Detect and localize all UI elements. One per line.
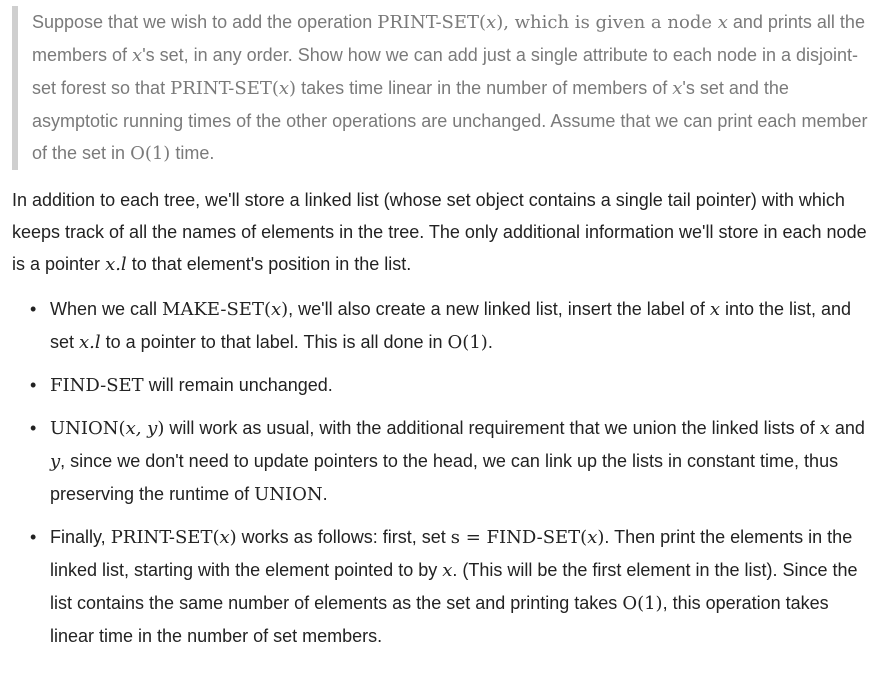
math-big-o: O(1) (130, 143, 171, 164)
problem-text: takes time linear in the number of members of (296, 78, 673, 98)
bullet-dot: • (30, 418, 37, 438)
math-x-l: x.l (79, 332, 101, 353)
math-find-set: FIND-SET (50, 375, 144, 396)
bullet-dot: • (30, 375, 37, 395)
math-paren: ) (597, 527, 605, 548)
bullet-text: When we call (50, 299, 163, 319)
bullet-print-set (12, 521, 872, 652)
math-x: x (672, 78, 683, 99)
answer-page (0, 6, 884, 691)
bullet-text: and (829, 418, 865, 438)
math-print-set: PRINT-SET( (377, 12, 487, 33)
problem-text: 's set and the asymptotic running times of the other operations are unchanged. Assume that we can print each member of the set in (32, 78, 868, 163)
math-y: y (50, 451, 61, 472)
bullet-dot: • (30, 527, 37, 547)
math-paren: ) (229, 527, 237, 548)
bullet-make-set (12, 293, 872, 359)
math-x-l: x.l (105, 254, 127, 275)
bullet-text: will work as usual, with the additional requirement that we union the linked lists of (164, 418, 820, 438)
math-x: x (278, 78, 290, 99)
math-big-o: O(1) (622, 593, 663, 614)
math-x: x (717, 12, 728, 33)
math-s-find-set: s = FIND-SET( (450, 527, 588, 548)
math-paren: ), which is given a node (496, 12, 718, 33)
math-x: x (587, 527, 598, 548)
answer-intro-paragraph (12, 184, 872, 281)
math-x: x (270, 299, 282, 320)
problem-text: Suppose that we wish to add the operation (32, 12, 378, 32)
math-paren: ) (157, 418, 165, 439)
math-union: UNION( (50, 418, 126, 439)
bullet-text: to a pointer to that label. This is all done in (100, 332, 448, 352)
bullet-find-set (12, 369, 872, 402)
problem-text: and prints all the members of (32, 12, 865, 65)
bullet-text: . (487, 332, 493, 352)
math-x: x (486, 12, 497, 33)
math-make-set: MAKE-SET( (162, 299, 271, 320)
answer-text: In addition to each tree, we'll store a linked list (whose set object contains a single tail pointer) with which keeps track of all the names of elements in the tree. The only additional information we'll store in each node is a pointer (12, 190, 867, 274)
bullet-text: will remain unchanged. (143, 375, 333, 395)
math-x: x (132, 45, 143, 66)
bullet-text: Finally, (50, 527, 111, 547)
bullet-union (12, 412, 872, 511)
math-big-o: O(1) (447, 332, 488, 353)
problem-statement-quote (12, 6, 872, 170)
math-x-y: x, y (125, 418, 158, 439)
math-x: x (442, 560, 453, 581)
problem-text: time. (170, 143, 215, 163)
math-print-set: PRINT-SET( (110, 527, 220, 548)
math-x: x (219, 527, 230, 548)
bullet-text: , we'll also create a new linked list, insert the label of (288, 299, 710, 319)
bullet-text: . (322, 484, 328, 504)
math-paren: ) (289, 78, 297, 99)
bullet-dot: • (30, 299, 37, 319)
bullet-text: into the list, and set (50, 299, 852, 352)
bullet-text: , this operation takes linear time in the number of set members. (50, 593, 829, 646)
math-print-set: PRINT-SET( (170, 78, 279, 99)
answer-text: to that element's position in the list. (126, 254, 412, 274)
math-x: x (819, 418, 830, 439)
math-union: UNION (254, 484, 323, 505)
bullet-text: . (This will be the first element in the list). Since the list contains the same number of elements as the set and printing takes (50, 560, 858, 613)
bullet-text: . Then print the elements in the linked list, starting with the element pointed to by (50, 527, 853, 580)
math-paren: ) (281, 299, 289, 320)
problem-text: 's set, in any order. Show how we can add just a single attribute to each node in a disjoint-set forest so that (32, 45, 859, 98)
bullet-text: , since we don't need to update pointers to the head, we can link up the lists in constant time, thus preserving the runtime of (50, 451, 839, 504)
bullet-text: works as follows: first, set (236, 527, 451, 547)
answer-bullet-list (12, 293, 872, 652)
math-x: x (709, 299, 720, 320)
